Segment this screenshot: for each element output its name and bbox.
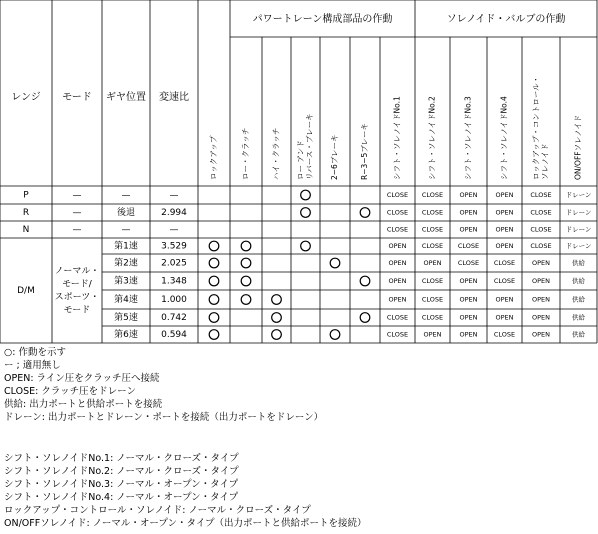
operation-circle-icon <box>272 330 282 340</box>
solenoid-state-cell: CLOSE <box>457 242 480 250</box>
solenoid-state-cell: CLOSE <box>493 277 516 285</box>
solenoid-state-cell: CLOSE <box>421 242 444 250</box>
solenoid-state-cell: OPEN <box>459 330 478 339</box>
gear-cell: 第3速 <box>114 276 138 287</box>
range-cell: P <box>23 190 29 201</box>
solenoid-state-cell: OPEN <box>423 259 442 267</box>
range-cell: D/M <box>17 286 35 296</box>
mode-cell: ノーマル・ <box>54 266 100 277</box>
gear-cell: — <box>121 190 131 201</box>
ratio-cell: — <box>169 225 179 235</box>
ratio-cell: 1.000 <box>161 295 187 305</box>
solenoid-state-cell: CLOSE <box>421 191 444 199</box>
operation-circle-icon <box>360 313 370 323</box>
gear-cell: 第5速 <box>114 313 138 323</box>
operation-circle-icon <box>241 241 251 251</box>
solenoid-state-cell: OPEN <box>495 295 514 304</box>
solenoid-state-cell: CLOSE <box>530 242 552 250</box>
powertrain-col-header: ハイ・クラッチ <box>271 127 281 180</box>
solenoid-group-header: ソレノイド・バルブの作動 <box>446 14 566 25</box>
solenoid-state-cell: ドレーン <box>565 191 592 199</box>
solenoid-type-line: ON/OFFソレノイド: ノーマル・オープン・タイプ（出力ポートと供給ポートを接続） <box>4 518 367 529</box>
gear-cell: 後退 <box>116 208 136 218</box>
powertrain-col-header: ロー アンド <box>296 140 305 180</box>
powertrain-col-header: リバース・ブレーキ <box>305 113 314 180</box>
operation-circle-icon <box>209 313 219 323</box>
operation-circle-icon <box>301 241 311 251</box>
solenoid-state-cell: OPEN <box>531 295 551 304</box>
operation-circle-icon <box>209 258 219 268</box>
solenoid-state-cell: CLOSE <box>457 259 480 267</box>
operation-circle-icon <box>209 276 219 286</box>
solenoid-state-cell: CLOSE <box>493 330 516 339</box>
mode-cell: — <box>72 225 82 235</box>
ratio-header: 変速比 <box>159 92 189 103</box>
powertrain-col-header: ロー・クラッチ <box>241 127 250 180</box>
solenoid-col-header: シフト・ソレノイドNo.4 <box>499 96 509 180</box>
mode-cell: — <box>72 208 82 218</box>
ratio-cell: 2.994 <box>161 208 187 218</box>
solenoid-state-cell: CLOSE <box>530 208 552 217</box>
gear-cell: 第6速 <box>114 330 138 340</box>
solenoid-state-cell: ドレーン <box>565 208 592 217</box>
operation-circle-icon <box>209 295 219 305</box>
solenoid-col-header: ロックアップ・コントロール・ <box>531 75 541 180</box>
solenoid-state-cell: 供給 <box>572 295 585 304</box>
solenoid-state-cell: CLOSE <box>386 330 409 339</box>
solenoid-type-line: シフト・ソレノイドNo.4: ノーマル・オープン・タイプ <box>4 492 239 503</box>
legend-line: ー ; 適用無し <box>4 360 61 371</box>
solenoid-state-cell: CLOSE <box>421 295 444 304</box>
solenoid-state-cell: OPEN <box>388 259 407 267</box>
circle-icon: ○ <box>4 347 13 358</box>
operation-circle-icon <box>209 330 219 340</box>
solenoid-state-cell: CLOSE <box>530 225 552 234</box>
solenoid-col-header: シフト・ソレノイドNo.2 <box>427 96 437 180</box>
ratio-cell: 0.594 <box>161 330 187 340</box>
legend-line: CLOSE: クラッチ圧をドレーン <box>4 386 136 397</box>
range-cell: N <box>22 225 30 235</box>
gear-cell: 第4速 <box>114 295 138 305</box>
solenoid-type-line: シフト・ソレノイドNo.3: ノーマル・オープン・タイプ <box>4 479 239 490</box>
solenoid-state-cell: CLOSE <box>386 313 409 322</box>
legend-line: ○: 作動を示す <box>4 347 67 358</box>
solenoid-state-cell: OPEN <box>459 208 478 217</box>
solenoid-state-cell: OPEN <box>531 330 551 339</box>
solenoid-state-cell: OPEN <box>531 277 551 285</box>
solenoid-state-cell: OPEN <box>423 330 442 339</box>
operation-circle-icon <box>301 190 311 200</box>
operation-circle-icon <box>301 208 311 218</box>
ratio-cell: — <box>169 190 179 201</box>
operation-circle-icon <box>272 295 282 305</box>
solenoid-type-line: シフト・ソレノイドNo.1: ノーマル・クローズ・タイプ <box>4 453 239 464</box>
solenoid-type-list <box>4 452 367 530</box>
solenoid-state-cell: OPEN <box>459 277 478 285</box>
ratio-cell: 0.742 <box>161 313 187 323</box>
operation-circle-icon <box>330 258 340 268</box>
solenoid-state-cell: OPEN <box>388 277 407 285</box>
solenoid-state-cell: CLOSE <box>421 313 444 322</box>
operation-circle-icon <box>360 208 370 218</box>
solenoid-state-cell: ドレーン <box>565 225 592 234</box>
solenoid-state-cell: OPEN <box>388 242 407 250</box>
solenoid-state-cell: ドレーン <box>565 242 592 250</box>
solenoid-col-header: ON/OFFソレノイド <box>573 114 583 180</box>
solenoid-state-cell: CLOSE <box>421 208 444 217</box>
mode-cell: スポーツ・ <box>54 292 100 303</box>
ratio-cell: 3.529 <box>161 241 187 252</box>
solenoid-state-cell: OPEN <box>459 191 478 199</box>
solenoid-state-cell: OPEN <box>459 295 478 304</box>
ratio-cell: 1.348 <box>161 276 187 287</box>
solenoid-state-cell: OPEN <box>459 225 478 234</box>
solenoid-state-cell: OPEN <box>495 313 514 322</box>
gear-cell: — <box>121 225 131 235</box>
range-header: レンジ <box>11 92 41 103</box>
solenoid-state-cell: OPEN <box>495 242 514 250</box>
powertrain-col-header: 2−6ブレーキ <box>330 134 339 180</box>
solenoid-state-cell: CLOSE <box>421 225 444 234</box>
ratio-cell: 2.025 <box>161 258 187 269</box>
legend-line: OPEN: ライン圧をクラッチ圧へ接続 <box>4 373 160 384</box>
operation-circle-icon <box>241 276 251 286</box>
operation-circle-icon <box>360 276 370 286</box>
solenoid-col-header: シフト・ソレノイドNo.1 <box>392 96 402 180</box>
powertrain-group-header: パワートレーン構成部品の作動 <box>252 14 393 25</box>
solenoid-state-cell: OPEN <box>388 295 407 304</box>
mode-cell: モード <box>63 305 91 316</box>
operation-circle-icon <box>272 313 282 323</box>
solenoid-state-cell: OPEN <box>459 313 478 322</box>
gear-header: ギヤ位置 <box>106 92 146 103</box>
range-cell: R <box>22 208 30 218</box>
mode-header: モード <box>62 92 92 103</box>
solenoid-state-cell: 供給 <box>572 259 585 267</box>
solenoid-state-cell: 供給 <box>572 313 585 322</box>
solenoid-state-cell: OPEN <box>495 225 514 234</box>
operation-circle-icon <box>241 295 251 305</box>
powertrain-col-header: ロックアップ <box>209 135 218 180</box>
powertrain-col-header: R−3−5ブレーキ <box>360 122 369 180</box>
mode-cell: — <box>72 190 82 201</box>
solenoid-type-line: ロックアップ・コントロール・ソレノイド: ノーマル・クローズ・タイプ <box>4 505 311 516</box>
solenoid-state-cell: OPEN <box>495 208 514 217</box>
solenoid-state-cell: CLOSE <box>386 208 409 217</box>
solenoid-state-cell: OPEN <box>531 259 551 267</box>
solenoid-col-header: ソレノイド <box>540 143 550 180</box>
gear-cell: 第2速 <box>114 258 138 269</box>
solenoid-state-cell: 供給 <box>572 277 585 285</box>
solenoid-state-cell: CLOSE <box>530 191 552 199</box>
solenoid-type-line: シフト・ソレノイドNo.2: ノーマル・クローズ・タイプ <box>4 466 239 477</box>
legend-line: 供給: 出力ポートと供給ポートを接続 <box>4 399 163 410</box>
operation-circle-icon <box>241 258 251 268</box>
legend-line: ドレーン: 出力ポートとドレーン・ポートを接続（出力ポートをドレーン） <box>4 412 324 423</box>
solenoid-state-cell: OPEN <box>495 191 514 199</box>
solenoid-state-cell: CLOSE <box>386 225 409 234</box>
solenoid-state-cell: CLOSE <box>386 191 409 199</box>
mode-cell: モード/ <box>62 279 92 290</box>
solenoid-state-cell: CLOSE <box>493 259 516 267</box>
operation-circle-icon <box>209 241 219 251</box>
legend <box>4 346 323 424</box>
solenoid-state-cell: 供給 <box>572 330 585 339</box>
operation-circle-icon <box>330 330 340 340</box>
solenoid-state-cell: CLOSE <box>421 277 444 285</box>
solenoid-col-header: シフト・ソレノイドNo.3 <box>463 96 473 180</box>
solenoid-state-cell: OPEN <box>531 313 551 322</box>
gear-cell: 第1速 <box>114 241 138 252</box>
